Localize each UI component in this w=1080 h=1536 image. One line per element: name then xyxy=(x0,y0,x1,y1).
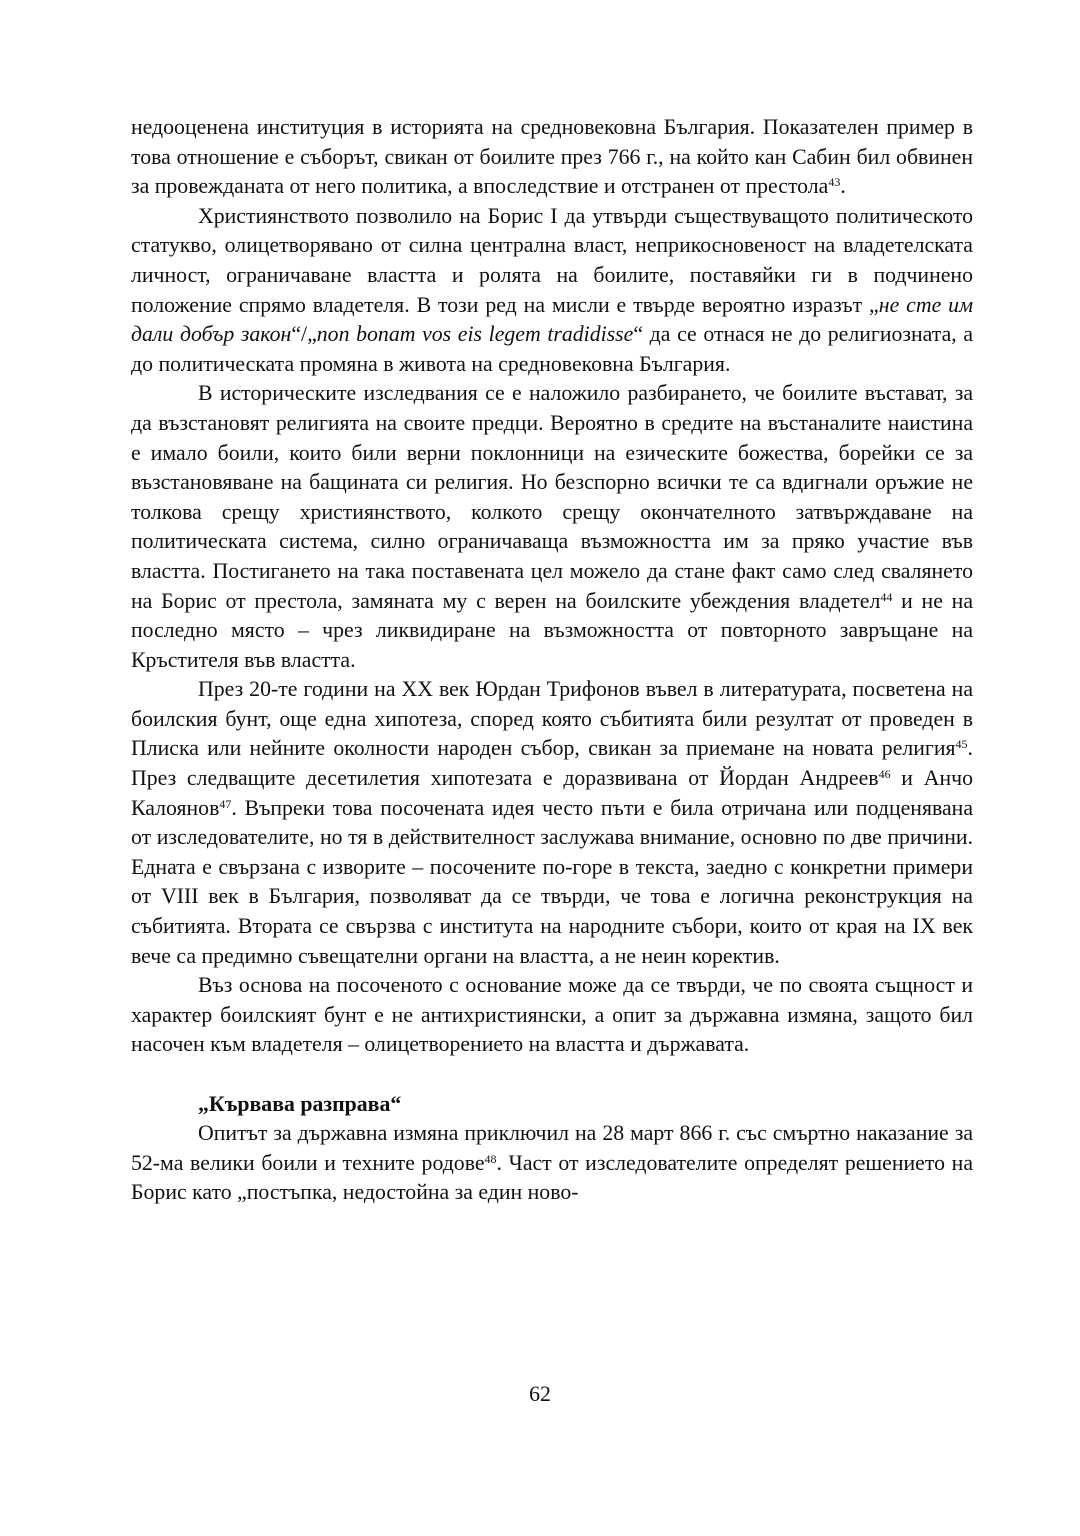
footnote-ref: 43 xyxy=(828,175,841,190)
footnote-ref: 45 xyxy=(955,737,968,752)
paragraph-6: Опитът за държавна измяна приключил на 28 март 866 г. със смъртно наказание за 52-ма велики боили и техните родове$^{48}$. Част от изследователите определят решението на Борис като „постъпка, недостойна за един ново- xyxy=(131,1121,973,1205)
italic-quote: non bonam vos eis legem tradidisse xyxy=(316,322,634,347)
footnote-ref: 44 xyxy=(880,589,893,604)
paragraph-2: Християнството позволило на Борис I да утвърди съществуващото политическото статукво, олицетворявано от силна централна власт, неприкосновеност на владетелската личност, ограничаване властта и ролята на боилите, поставяйки ги в подчинено положение спрямо владетеля. В този ред на мисли е твърде вероятно изразът „не сте им дали добър закон“/„non bonam vos eis legem tradidisse“ да се отнася не до религиозната, а до политическата промяна в живота на средновековна България. xyxy=(131,203,974,376)
footnote-ref: 46 xyxy=(878,767,891,782)
paragraph-4: През 20-те години на XX век Юрдан Трифонов въвел в литературата, посветена на боилския бунт, още една хипотеза, според която събитията били резултат от проведен в Плиска или нейните околности народен събор, свикан за приемане на новата религия$^{45}$. През следващите десетилетия хипотезата е доразвивана от Йордан Андреев$^{46}$ и Анчо Калоянов$^{47}$. Въпреки това посочената идея често пъти е била отричана или подценявана от изследователите, но тя в действителност заслужава внимание, основно по две причини. Едната е свързана с изворите – посочените по-горе в текста, заедно с конкретни примери от VIII век в България, позволяват да се твърди, че това е логична реконструкция на събитията. Втората се свързва с института на народните събори, които от края на IX век вече са предимно съвещателни органи на властта, а не неин коректив. xyxy=(131,677,973,968)
footnote-ref: 47 xyxy=(219,796,232,811)
italic-quote: не сте им дали добър закон xyxy=(131,292,973,347)
paragraph-1: недооценена институция в историята на средновековна България. Показателен пример в това отношение е съборът, свикан от боилите през 766 г., на който кан Сабин бил обвинен за провежданата от него политика, а впоследствие и отстранен от престола$^{43}$. xyxy=(131,115,973,199)
page-number: 62 xyxy=(529,1382,551,1406)
paragraph-5: Въз основа на посоченото с основание може да се твърди, че по своята същност и характер боилският бунт е не антихристиянски, а опит за държавна измяна, защото бил насочен към владетеля – олицетворението на властта и държавата. xyxy=(131,973,973,1057)
section-heading: „Кървава разправа“ xyxy=(198,1091,402,1116)
paragraph-3: В историческите изследвания се е наложило разбирането, че боилите въстават, за да възстановят религията на своите предци. Вероятно в средите на въстаналите наистина е имало боили, които били верни поклонници на езическите божества, борейки се за възстановяване на бащината си религия. Но безспорно всички те са вдигнали оръжие не толкова срещу християнството, колкото срещу окончателното затвърждаване на политическата система, силно ограничаваща възможността им за пряко участие във властта. Постигането на така поставената цел можело да стане факт само след свалянето на Борис от престола, замяната му с верен на боилските убеждения владетел$^{44}$ и не на последно място – чрез ликвидиране на възможността от повторното завръщане на Кръстителя във властта. xyxy=(131,381,973,672)
footnote-ref: 48 xyxy=(484,1151,497,1166)
body-text xyxy=(131,113,973,1208)
